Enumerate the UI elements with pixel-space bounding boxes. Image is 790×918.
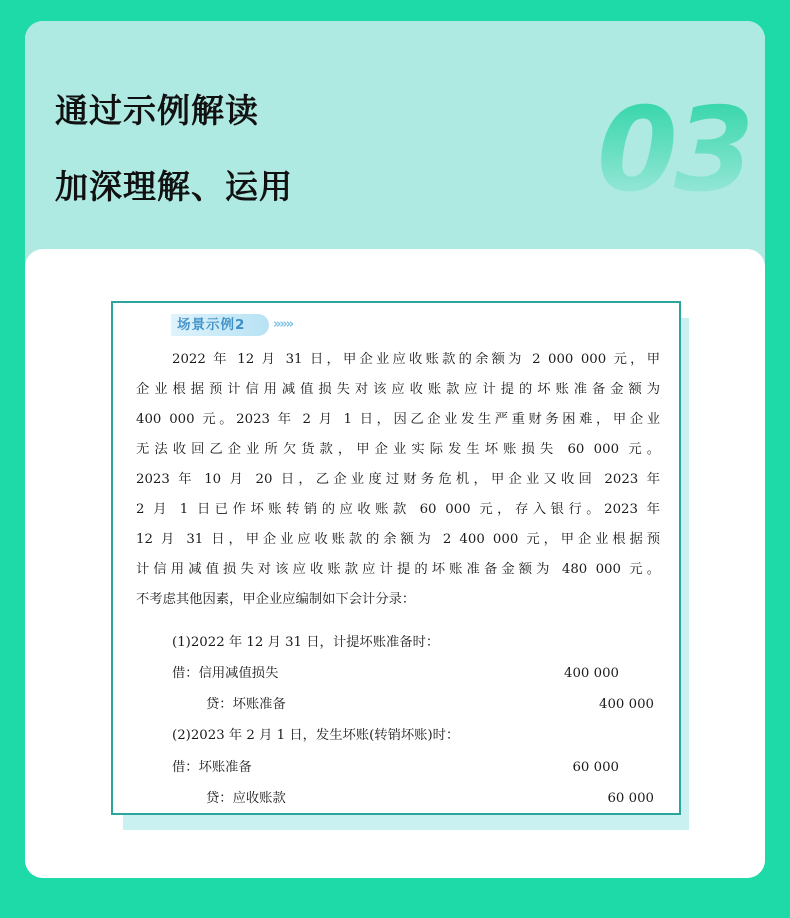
paragraph-line: 12 月 31 日，甲企业应收账款的余额为 2 400 000 元，甲企业根据预 (136, 532, 660, 547)
journal-heading-text: (1)2022 年 12 月 31 日，计提坏账准备时： (172, 635, 440, 650)
journal-entry (113, 659, 683, 689)
credit-amount: 60 000 (607, 791, 654, 806)
journal-entry (113, 784, 683, 814)
scene-tag-label: 场景示例2 (171, 314, 269, 336)
headline-line-2: 加深理解、运用 (55, 167, 293, 206)
document-excerpt (111, 301, 681, 815)
paragraph-line: 无法收回乙企业所欠货款，甲企业实际发生坏账损失 60 000 元。 (136, 442, 660, 457)
paragraph-line: 2 月 1 日已作坏账转销的应收账款 60 000 元，存入银行。2023 年 (136, 502, 660, 517)
credit-account: 贷：坏账准备 (206, 697, 286, 712)
debit-amount: 60 000 (572, 760, 619, 775)
paragraph-line: 2022 年 12 月 31 日，甲企业应收账款的余额为 2 000 000 元，甲 (172, 352, 660, 367)
chevrons-right-icon: »»» (273, 317, 293, 332)
paragraph-line: 计信用减值损失对该应收账款应计提的坏账准备金额为 480 000 元。 (136, 562, 660, 577)
journal-entry (113, 690, 683, 720)
paragraph-line: 不考虑其他因素，甲企业应编制如下会计分录： (136, 592, 416, 607)
paragraph-line: 2023 年 10 月 20 日，乙企业度过财务危机，甲企业又收回 2023 年 (136, 472, 660, 487)
debit-amount: 400 000 (564, 666, 619, 681)
scene-tag (171, 314, 293, 336)
debit-account: 借：坏账准备 (172, 760, 252, 775)
paragraph-line: 企业根据预计信用减值损失对该应收账款应计提的坏账准备金额为 (136, 382, 660, 397)
paragraph-line: 400 000 元。2023 年 2 月 1 日，因乙企业发生严重财务困难，甲企业 (136, 412, 660, 427)
journal-entry (113, 753, 683, 783)
journal-heading-text: (2)2023 年 2 月 1 日，发生坏账(转销坏账)时： (172, 728, 460, 743)
journal-heading (113, 628, 683, 658)
debit-account: 借：信用减值损失 (172, 666, 279, 681)
section-number: 03 (597, 83, 751, 218)
credit-account: 贷：应收账款 (206, 791, 286, 806)
credit-amount: 400 000 (599, 697, 654, 712)
headline-line-1: 通过示例解读 (55, 91, 259, 130)
journal-heading (113, 721, 683, 751)
